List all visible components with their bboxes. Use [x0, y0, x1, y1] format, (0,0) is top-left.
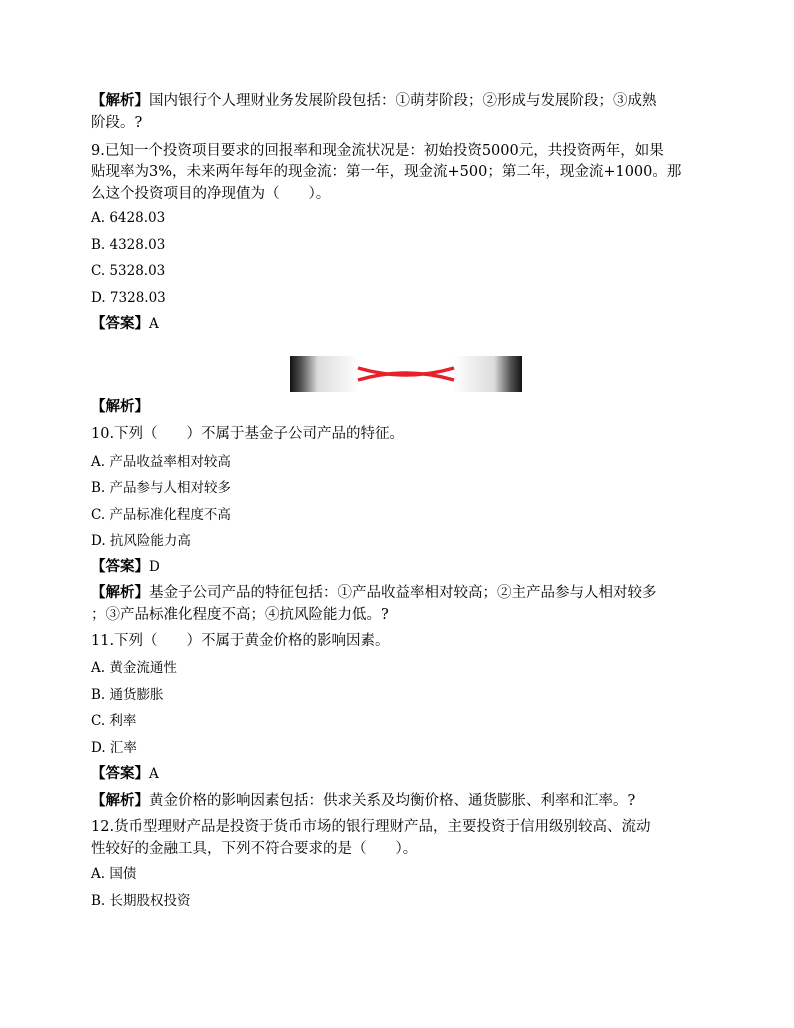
q10-option-c: C. 产品标准化程度不高: [91, 507, 231, 523]
q10-option-d: D. 抗风险能力高: [91, 533, 191, 549]
answer-tag: 【答案】: [91, 765, 149, 782]
q9-answer: [91, 313, 711, 335]
q12-option-b: B. 长期股权投资: [91, 893, 191, 909]
q9-option-c: C. 5328.03: [91, 263, 166, 279]
q9-option-b: B. 4328.03: [91, 237, 166, 253]
q9-option-a: A. 6428.03: [91, 210, 166, 226]
q8-analysis-line2: 阶段。?: [91, 115, 143, 131]
q9-stem-line1: 9.已知一个投资项目要求的回报率和现金流状况是：初始投资5000元，共投资两年，如果: [91, 143, 664, 159]
analysis-tag: 【解析】: [91, 92, 149, 109]
analysis-tag: 【解析】: [91, 584, 149, 601]
q11-answer: [91, 763, 711, 785]
q11-option-a: A. 黄金流通性: [91, 660, 177, 676]
q10-analysis-line2: ；③产品标准化程度不高；④抗风险能力低。?: [91, 607, 389, 623]
q10-analysis-line1: 【解析】基金子公司产品的特征包括：①产品收益率相对较高；②主产品参与人相对较多: [91, 584, 657, 601]
q11-option-d: D. 汇率: [91, 740, 137, 756]
q10-stem: 10.下列（ ）不属于基金子公司产品的特征。: [91, 426, 405, 442]
q9-stem-line2: 贴现率为3%，未来两年每年的现金流：第一年，现金流+500；第二年，现金流+1000。那: [91, 164, 682, 180]
q8-analysis-line1: 【解析】国内银行个人理财业务发展阶段包括：①萌芽阶段；②形成与发展阶段；③成熟: [91, 92, 657, 109]
q12-stem-line1: 12.货币型理财产品是投资于货币市场的银行理财产品，主要投资于信用级别较高、流动: [91, 819, 651, 835]
q10-option-a: A. 产品收益率相对较高: [91, 454, 231, 470]
analysis-tag: 【解析】: [91, 792, 149, 809]
answer-value: A: [149, 316, 159, 332]
q12-stem-line2: 性较好的金融工具，下列不符合要求的是（ ）。: [91, 841, 418, 857]
q11-analysis: 【解析】黄金价格的影响因素包括：供求关系及均衡价格、通货膨胀、利率和汇率。?: [91, 792, 636, 809]
q9-option-d: D. 7328.03: [91, 290, 166, 306]
answer-tag: 【答案】: [91, 315, 149, 332]
broken-image-icon: [290, 356, 522, 392]
q12-option-a: A. 国债: [91, 866, 137, 882]
q9-stem-line3: 么这个投资项目的净现值为（ ）。: [91, 186, 331, 202]
q10-option-b: B. 产品参与人相对较多: [91, 480, 232, 496]
q11-option-c: C. 利率: [91, 713, 137, 729]
broken-image: [290, 356, 522, 392]
answer-tag: 【答案】: [91, 558, 149, 575]
q11-stem: 11.下列（ ）不属于黄金价格的影响因素。: [91, 633, 390, 649]
answer-value: A: [149, 766, 159, 782]
answer-value: D: [149, 559, 160, 575]
q9-analysis: 【解析】: [91, 398, 149, 415]
q11-option-b: B. 通货膨胀: [91, 687, 164, 703]
q10-answer: [91, 556, 711, 578]
